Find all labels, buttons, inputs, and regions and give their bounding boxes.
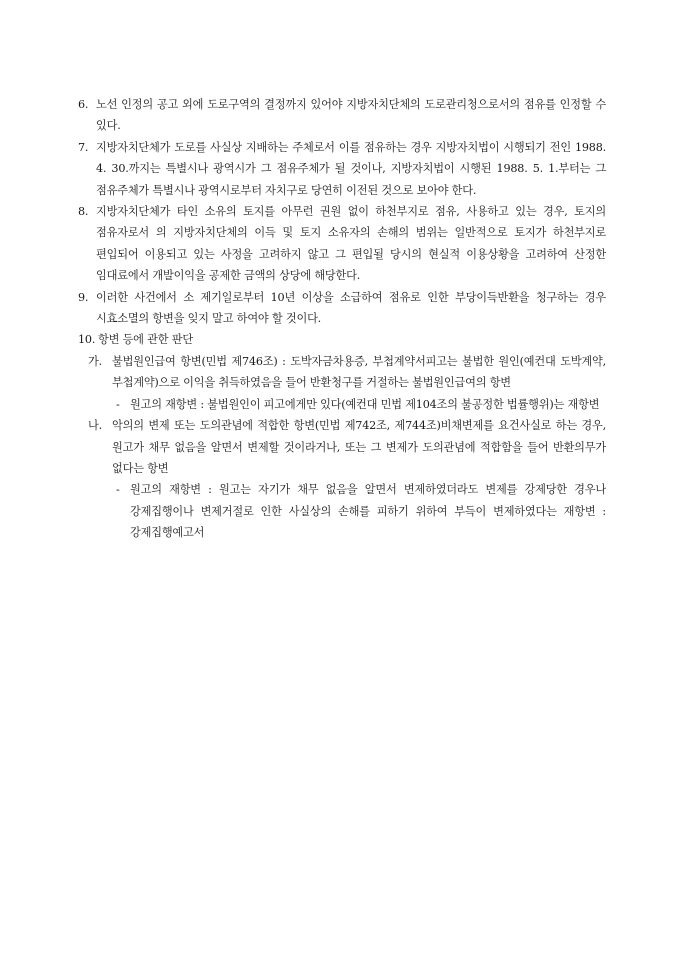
document-body	[78, 94, 606, 544]
item-text: 노선 인정의 공고 외에 도로구역의 결정까지 있어야 지방자치단체의 도로관리청으로서의 점유를 인정할 수 있다.	[96, 98, 606, 133]
item-text: 지방자치단체가 도로를 사실상 지배하는 주체로서 이를 점유하는 경우 지방자치법이 시행되기 전인 1988. 4. 30.까지는 특별시나 광역시가 그 점유주체가 될 것이나, 지방자치법이 시행된 1988. 5. 1.부터는 그 점유주체가 특별시나 광역시로부터 자치구로 당연히 이전된 것으로 보아야 한다.	[96, 140, 606, 197]
item-number: 9.	[78, 290, 89, 304]
rebuttal-item	[116, 394, 606, 415]
sub-item-text: 불법원인급여 항변(민법 제746조) : 도박자금차용증, 부첩계약서피고는 불법한 원인(예컨대 도박계약, 부첩계약)으로 이익을 취득하였음을 들어 반환청구를 거절하는 불법원인급여의 항변	[112, 354, 606, 390]
rebuttal-text: 원고의 재항변 : 원고는 자기가 채무 없음을 알면서 변제하였더라도 변제를 강제당한 경우나 강제집행이나 변제거절로 인한 사실상의 손해를 피하기 위하여 부득이 변제하였다는 재항변 : 강제집행예고서	[130, 483, 606, 540]
sub-item-number: 나.	[88, 419, 102, 433]
item-number: 8.	[78, 205, 89, 219]
list-item-6	[78, 94, 606, 137]
list-item-7	[78, 137, 606, 201]
sub-item-na	[88, 415, 606, 479]
sub-item-ga	[88, 351, 606, 394]
item-number: 6.	[78, 98, 89, 111]
sub-item-text: 악의의 변제 또는 도의관념에 적합한 항변(민법 제742조, 제744조)비채변제를 요건사실로 하는 경우, 원고가 채무 없음을 알면서 변제할 것이라거나, 또는 그 변제가 도의관념에 적합함을 들어 반환의무가 없다는 항변	[112, 419, 606, 475]
rebuttal-dash: -	[116, 397, 120, 411]
section-title: 항변 등에 관한 판단	[98, 333, 193, 347]
item-number: 7.	[78, 140, 89, 154]
rebuttal-dash: -	[116, 483, 120, 497]
rebuttal-item	[116, 479, 606, 543]
item-number: 10.	[78, 333, 96, 347]
list-item-10	[78, 329, 606, 350]
rebuttal-text: 원고의 재항변 : 불법원인이 피고에게만 있다(예컨대 민법 제104조의 불공정한 법률행위)는 재항변	[130, 397, 600, 411]
item-text: 이러한 사건에서 소 제기일로부터 10년 이상을 소급하여 점유로 인한 부당이득반환을 청구하는 경우 시효소멸의 항변을 잊지 말고 하여야 할 것이다.	[96, 290, 606, 326]
list-item-8	[78, 201, 606, 287]
list-item-9	[78, 287, 606, 330]
sub-item-number: 가.	[88, 354, 102, 368]
item-text: 지방자치단체가 타인 소유의 토지를 아무런 권원 없이 하천부지로 점유, 사용하고 있는 경우, 토지의 점유자로서 의 지방자치단체의 이득 및 토지 소유자의 손해의 범위는 일반적으로 토지가 하천부지로 편입되어 이용되고 있는 사정을 고려하지 않고 그 편입될 당시의 현실적 이용상황을 고려하여 산정한 임대료에서 개발이익을 공제한 금액의 상당에 해당한다.	[96, 205, 606, 283]
